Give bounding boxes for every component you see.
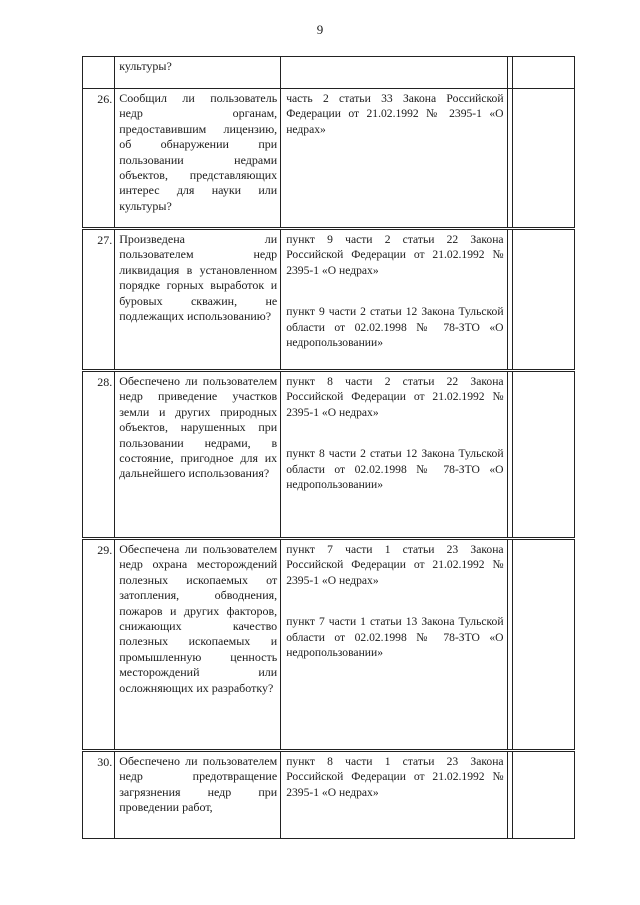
legal-reference: часть 2 статьи 33 Закона Российской Федерации от 21.02.1992 № 2395-1 «О недрах» — [286, 92, 504, 136]
question-cell — [115, 371, 281, 539]
legal-reference: пункт 8 части 2 статьи 12 Закона Тульской области от 02.02.1998 № 78-ЗТО «О недропользовании» — [286, 447, 504, 492]
legal-basis-cell — [281, 89, 507, 229]
legal-reference: пункт 7 части 1 статьи 23 Закона Российской Федерации от 21.02.1992 № 2395-1 «О недрах» — [286, 543, 504, 587]
row-number: 27. — [83, 229, 115, 371]
checklist-table — [82, 56, 575, 839]
table-row — [83, 371, 575, 539]
legal-basis-cell — [281, 539, 507, 751]
note-cell — [512, 229, 574, 371]
question-text: Произведена ли пользователем недр ликвидация в установленном порядке горных выработок и буровых скважин, не подлежащих использованию? — [119, 232, 278, 324]
legal-reference: пункт 9 части 2 статьи 12 Закона Тульской области от 02.02.1998 № 78-ЗТО «О недропользовании» — [286, 305, 504, 350]
page-number: 9 — [316, 22, 324, 37]
row-number — [83, 57, 115, 89]
question-text: Обеспечено ли пользователем недр предотвращение загрязнения недр при проведении работ, — [119, 754, 278, 815]
question-cell — [115, 539, 281, 751]
legal-basis-cell — [281, 371, 507, 539]
legal-basis-cell — [281, 229, 507, 371]
note-cell — [512, 751, 574, 839]
table-row — [83, 57, 575, 89]
table-row — [83, 89, 575, 229]
table-row — [83, 539, 575, 751]
row-number: 28. — [83, 371, 115, 539]
question-cell — [115, 57, 281, 89]
legal-reference: пункт 8 части 1 статьи 23 Закона Российской Федерации от 21.02.1992 № 2395-1 «О недрах» — [286, 755, 504, 799]
legal-reference: пункт 7 части 1 статьи 13 Закона Тульской области от 02.02.1998 № 78-ЗТО «О недропользовании» — [286, 615, 504, 660]
question-text: Обеспечена ли пользователем недр охрана месторождений полезных ископаемых от затопления, обводнения, пожаров и других факторов, снижающих качество полезных ископаемых и промышленную ценность месторождений или осложняющих их разработку? — [119, 542, 278, 695]
note-cell — [512, 57, 574, 89]
row-number: 30. — [83, 751, 115, 839]
row-number: 26. — [83, 89, 115, 229]
question-cell — [115, 229, 281, 371]
note-cell — [512, 371, 574, 539]
legal-reference: пункт 9 части 2 статьи 22 Закона Российской Федерации от 21.02.1992 № 2395-1 «О недрах» — [286, 233, 504, 277]
table-row — [83, 751, 575, 839]
note-cell — [512, 539, 574, 751]
note-cell — [512, 89, 574, 229]
question-text: Сообщил ли пользователь недр органам, предоставившим лицензию, об обнаружении при пользовании недрами объектов, представляющих интерес для науки или культуры? — [119, 91, 278, 213]
legal-basis-cell — [281, 751, 507, 839]
question-cell — [115, 89, 281, 229]
question-text: Обеспечено ли пользователем недр приведение участков земли и других природных объектов, нарушенных при пользовании недрами, в состояние, пригодное для их дальнейшего использования? — [119, 374, 278, 481]
question-cell — [115, 751, 281, 839]
row-number: 29. — [83, 539, 115, 751]
legal-basis-cell — [281, 57, 507, 89]
question-text: культуры? — [119, 59, 172, 73]
legal-reference: пункт 8 части 2 статьи 22 Закона Российской Федерации от 21.02.1992 № 2395-1 «О недрах» — [286, 375, 504, 419]
table-row — [83, 229, 575, 371]
